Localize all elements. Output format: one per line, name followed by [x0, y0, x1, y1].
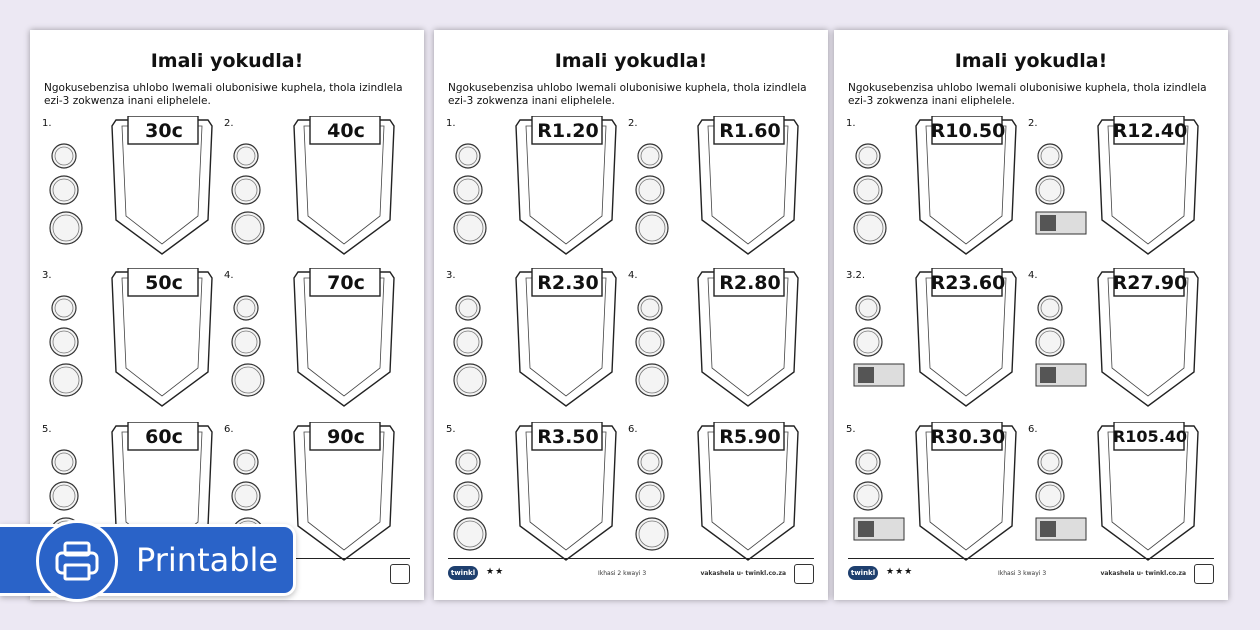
- coin-group-icon: [632, 132, 692, 252]
- difficulty-stars: ★★★: [886, 567, 914, 577]
- worksheet-footer: [448, 564, 814, 588]
- footer-divider: [848, 558, 1214, 559]
- worksheet-footer: [848, 564, 1214, 588]
- task-number: 4.: [224, 270, 234, 281]
- task-item: [842, 424, 1022, 574]
- price-label: R2.80: [719, 272, 781, 294]
- task-number: 4.: [628, 270, 638, 281]
- coin-group-icon: [450, 132, 510, 252]
- coin-group-icon: [450, 438, 510, 558]
- twinkl-logo: twinkl: [448, 566, 478, 580]
- printer-icon[interactable]: [36, 520, 118, 602]
- twinkl-logo: twinkl: [848, 566, 878, 580]
- money-pictures: [46, 284, 106, 404]
- price-label: 30c: [145, 120, 183, 142]
- coin-group-icon: [1032, 132, 1092, 252]
- price-label: R30.30: [930, 426, 1006, 448]
- money-pictures: [450, 438, 510, 558]
- price-label: R27.90: [1112, 272, 1188, 294]
- coin-group-icon: [632, 438, 692, 558]
- task-number: 2.: [628, 118, 638, 129]
- money-pictures: [632, 132, 692, 252]
- task-item: [442, 424, 622, 574]
- coin-group-icon: [46, 132, 106, 252]
- coin-group-icon: [632, 284, 692, 404]
- money-pictures: [450, 132, 510, 252]
- price-label: 90c: [327, 426, 365, 448]
- site-link: vakashela u- twinkl.co.za: [700, 570, 786, 577]
- task-item: [624, 118, 804, 268]
- printable-label[interactable]: Printable: [136, 541, 279, 579]
- worksheet-instruction: Ngokusebenzisa uhlobo lwemali olubonisiwe kuphela, thola izindlela ezi-3 zokwenza inani eliphelele.: [44, 82, 403, 107]
- worksheet-instruction: Ngokusebenzisa uhlobo lwemali olubonisiwe kuphela, thola izindlela ezi-3 zokwenza inani eliphelele.: [848, 82, 1207, 107]
- task-number: 4.: [1028, 270, 1038, 281]
- money-pictures: [228, 284, 288, 404]
- money-pictures: [850, 284, 910, 404]
- task-item: [38, 270, 218, 420]
- task-number: 2.: [1028, 118, 1038, 129]
- coin-group-icon: [1032, 438, 1092, 558]
- coin-group-icon: [228, 284, 288, 404]
- price-label: 70c: [327, 272, 365, 294]
- task-item: [1024, 118, 1204, 268]
- page-number: Ikhasi 3 kwayi 3: [998, 570, 1047, 577]
- coin-group-icon: [1032, 284, 1092, 404]
- task-number: 3.: [42, 270, 52, 281]
- money-pictures: [1032, 284, 1092, 404]
- money-pictures: [450, 284, 510, 404]
- coin-group-icon: [46, 284, 106, 404]
- task-number: 5.: [42, 424, 52, 435]
- task-number: 1.: [446, 118, 456, 129]
- quality-badge-icon: [794, 564, 814, 584]
- task-item: [220, 118, 400, 268]
- coin-group-icon: [850, 284, 910, 404]
- price-label: R105.40: [1112, 427, 1188, 446]
- site-link: vakashela u- twinkl.co.za: [1100, 570, 1186, 577]
- worksheet-page-1: [30, 30, 424, 600]
- coin-group-icon: [850, 132, 910, 252]
- page-number: Ikhasi 2 kwayi 3: [598, 570, 647, 577]
- task-number: 5.: [446, 424, 456, 435]
- task-number: 6.: [224, 424, 234, 435]
- money-pictures: [632, 284, 692, 404]
- task-number: 1.: [846, 118, 856, 129]
- difficulty-stars: ★★: [486, 567, 505, 577]
- task-number: 1.: [42, 118, 52, 129]
- money-pictures: [850, 438, 910, 558]
- price-label: R3.50: [537, 426, 599, 448]
- task-item: [38, 118, 218, 268]
- money-pictures: [1032, 438, 1092, 558]
- task-number: 6.: [1028, 424, 1038, 435]
- worksheet-page-3: [834, 30, 1228, 600]
- quality-badge-icon: [1194, 564, 1214, 584]
- task-item: [624, 270, 804, 420]
- task-item: [442, 118, 622, 268]
- worksheet-title: Imali yokudla!: [150, 50, 304, 72]
- coin-group-icon: [450, 284, 510, 404]
- coin-group-icon: [850, 438, 910, 558]
- price-label: R12.40: [1112, 120, 1188, 142]
- task-item: [842, 270, 1022, 420]
- money-pictures: [46, 132, 106, 252]
- price-label: R1.60: [719, 120, 781, 142]
- task-number: 6.: [628, 424, 638, 435]
- price-label: R23.60: [930, 272, 1006, 294]
- task-number: 3.2.: [846, 270, 866, 281]
- money-pictures: [228, 132, 288, 252]
- worksheet-instruction: Ngokusebenzisa uhlobo lwemali olubonisiwe kuphela, thola izindlela ezi-3 zokwenza inani eliphelele.: [448, 82, 807, 107]
- price-label: 60c: [145, 426, 183, 448]
- worksheet-page-2: [434, 30, 828, 600]
- task-item: [1024, 270, 1204, 420]
- task-item: [442, 270, 622, 420]
- money-pictures: [850, 132, 910, 252]
- footer-divider: [448, 558, 814, 559]
- money-pictures: [1032, 132, 1092, 252]
- price-label: R5.90: [719, 426, 781, 448]
- price-label: 50c: [145, 272, 183, 294]
- task-item: [624, 424, 804, 574]
- price-label: R1.20: [537, 120, 599, 142]
- worksheet-title: Imali yokudla!: [554, 50, 708, 72]
- task-number: 3.: [446, 270, 456, 281]
- price-label: 40c: [327, 120, 365, 142]
- task-item: [220, 270, 400, 420]
- task-item: [842, 118, 1022, 268]
- worksheet-title: Imali yokudla!: [954, 50, 1108, 72]
- price-label: R10.50: [930, 120, 1006, 142]
- money-pictures: [632, 438, 692, 558]
- task-number: 2.: [224, 118, 234, 129]
- coin-group-icon: [228, 132, 288, 252]
- quality-badge-icon: [390, 564, 410, 584]
- task-item: [1024, 424, 1204, 574]
- task-number: 5.: [846, 424, 856, 435]
- price-label: R2.30: [537, 272, 599, 294]
